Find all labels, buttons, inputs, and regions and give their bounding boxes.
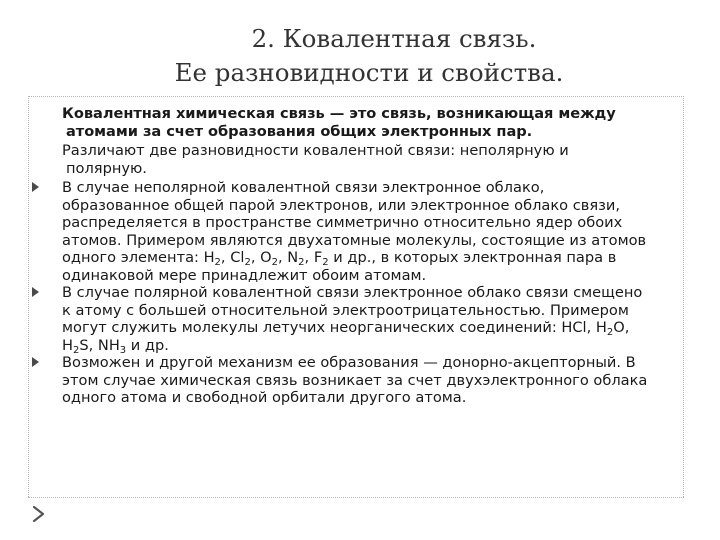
subscript: 2	[244, 257, 251, 268]
slide-title	[0, 22, 720, 90]
definition-paragraph	[62, 105, 682, 140]
title-line-1: 2. Ковалентная связь.	[251, 24, 537, 53]
bullet-1-line-5	[62, 249, 682, 267]
right-divider	[683, 96, 684, 497]
formula-text: одного элемента: H	[62, 249, 215, 266]
formula-text: и др.	[126, 336, 169, 354]
bullet-1-line-4: атомов. Примером являются двухатомные молекулы, состоящие из атомов	[62, 231, 647, 249]
subscript: 2	[271, 257, 278, 268]
subscript: 2	[298, 257, 305, 268]
definition-line-2: атомами за счет образования общих электронных пар.	[66, 122, 533, 140]
triangle-right-icon	[32, 182, 39, 192]
formula-text: S, NH	[79, 336, 120, 354]
formula-text: O,	[613, 319, 630, 336]
bullet-3-line-2: этом случае химическая связь возникает за счет двухэлектронного облака	[62, 371, 648, 389]
bullet-donor-acceptor	[62, 354, 682, 407]
bullet-3-line-3: одного атома и свободной орбитали другого атома.	[62, 389, 467, 406]
top-divider	[28, 96, 684, 97]
formula-text: могут служить молекулы летучих неорганических соединений: HCl, H	[62, 319, 607, 336]
bullet-1-line-6: одинаковой мере принадлежит обоим атомам.	[62, 266, 427, 284]
subscript: 2	[72, 344, 80, 356]
formula-text: , O	[250, 249, 272, 266]
types-line-1: Различают две разновидности ковалентной связи: неполярную и	[62, 142, 569, 159]
triangle-right-icon	[32, 357, 39, 367]
bullet-2-line-3	[62, 319, 682, 337]
bullet-polar	[62, 284, 682, 354]
subscript: 3	[119, 344, 127, 356]
bullet-1-line-2: образованное общей парой электронов, или электронное облако связи,	[62, 196, 621, 214]
slide-body	[62, 105, 682, 407]
chevron-right-icon[interactable]	[30, 504, 52, 528]
bullet-2-line-4	[62, 337, 682, 355]
bottom-divider	[28, 497, 684, 498]
bullet-2-line-2: к атому с большей относительной электроотрицательностью. Примером	[62, 301, 629, 319]
formula-text: H	[62, 336, 73, 354]
definition-line-1: Ковалентная химическая связь — это связь, возникающая между	[62, 105, 616, 122]
bullet-nonpolar	[62, 179, 682, 284]
subscript: 2	[606, 327, 614, 338]
subscript: 2	[214, 257, 221, 268]
formula-text: и др., в которых электронная пара в	[328, 249, 617, 266]
types-paragraph	[62, 142, 682, 177]
bullet-2-line-1: В случае полярной ковалентной связи электронное облако связи смещено	[62, 284, 643, 301]
title-line-2: Ее разновидности и свойства.	[174, 58, 564, 87]
bullet-1-line-3: распределяется в пространстве симметрично относительно ядер обоих	[62, 214, 623, 231]
formula-text: , N	[277, 249, 299, 266]
formula-text: , Cl	[220, 249, 245, 266]
formula-text: , F	[304, 249, 323, 266]
left-divider	[28, 96, 29, 497]
bullet-1-line-1: В случае неполярной ковалентной связи электронное облако,	[62, 179, 545, 196]
triangle-right-icon	[32, 287, 39, 297]
bullet-3-line-1: Возможен и другой механизм ее образования — донорно-акцепторный. В	[62, 354, 636, 371]
types-line-2: полярную.	[66, 159, 147, 177]
subscript: 2	[322, 257, 329, 268]
